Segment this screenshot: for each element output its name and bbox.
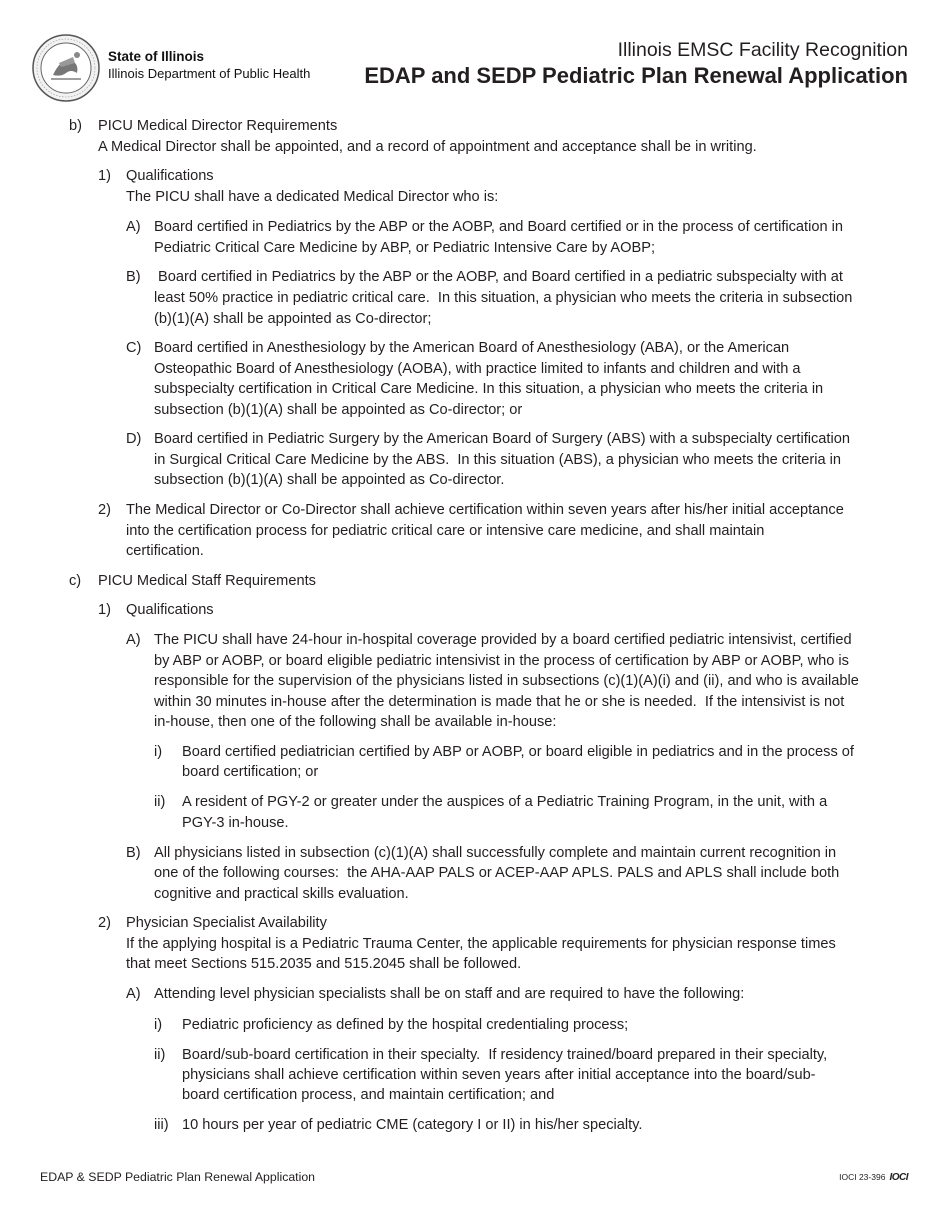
c2Aii-label: ii) [154, 1047, 166, 1063]
c2Aii-line: Board/sub-board certification in their specialty. If residency trained/board prepared in their specialty, [182, 1047, 828, 1063]
title-line-1: Illinois EMSC Facility Recognition [617, 39, 908, 61]
c2-title: Physician Specialist Availability [126, 915, 327, 931]
b1C-line: Board certified in Anesthesiology by the American Board of Anesthesiology (ABA), or the American [154, 340, 790, 356]
c1A-line: in-house, then one of the following shall be available in-house: [154, 714, 557, 730]
b2-line: The Medical Director or Co-Director shall achieve certification within seven years after his/her initial acceptance [126, 502, 844, 518]
c2Aii-line: physicians shall achieve certification within seven years after initial acceptance into the board/sub- [182, 1067, 816, 1083]
b1-label: 1) [98, 168, 111, 184]
c1A-line: within 30 minutes in-house after the determination is made that he or she is needed. If the intensivist is not [154, 694, 845, 710]
b1B-line: Board certified in Pediatrics by the ABP or the AOBP, and Board certified in a pediatric subspecialty with at [158, 269, 843, 285]
b2-line: certification. [126, 543, 204, 559]
b1B-line: least 50% practice in pediatric critical care. In this situation, a physician who meets the criteria in subsection [154, 290, 853, 306]
c1-label: 1) [98, 602, 111, 618]
ioci-logo: IOCI [889, 1172, 908, 1183]
c2-label: 2) [98, 915, 111, 931]
b1A-line: Pediatric Critical Care Medicine by ABP, or Pediatric Intensive Care by AOBP; [154, 240, 656, 256]
c2A-label: A) [126, 986, 141, 1002]
c2Ai-line: Pediatric proficiency as defined by the hospital credentialing process; [182, 1017, 629, 1033]
c2Aiii-line: 10 hours per year of pediatric CME (category I or II) in his/her specialty. [182, 1117, 643, 1133]
b2-label: 2) [98, 502, 111, 518]
agency-block [108, 48, 310, 82]
b1-title: Qualifications [126, 168, 214, 184]
c1A-line: The PICU shall have 24-hour in-hospital coverage provided by a board certified pediatric intensivist, certified [154, 632, 852, 648]
b1A-line: Board certified in Pediatrics by the ABP or the AOBP, and Board certified or in the process of certification in [154, 219, 843, 235]
document-title [364, 38, 908, 90]
form-number: IOCI 23-396 [839, 1172, 886, 1182]
b1C-line: subsection (b)(1)(A) shall be appointed as Co-director; or [154, 402, 523, 418]
b2-line: into the certification process for pediatric critical care or intensive care medicine, and shall maintain [126, 523, 765, 539]
section-c-title: PICU Medical Staff Requirements [98, 573, 316, 589]
b1C-line: Osteopathic Board of Anesthesiology (AOBA), with practice limited to infants and children and with a [154, 361, 801, 377]
c1-title: Qualifications [126, 602, 214, 618]
c1B-label: B) [126, 845, 141, 861]
b1B-line: (b)(1)(A) shall be appointed as Co-director; [154, 311, 432, 327]
page-header [0, 0, 950, 110]
c1B-line: All physicians listed in subsection (c)(1)(A) shall successfully complete and maintain current recognition in [154, 845, 837, 861]
c1A-line: responsible for the supervision of the physicians listed in subsections (c)(1)(A)(i) and (ii), and who is available [154, 673, 859, 689]
agency-department: Illinois Department of Public Health [108, 66, 311, 81]
section-b-intro: A Medical Director shall be appointed, and a record of appointment and acceptance shall be in writing. [98, 139, 757, 155]
c2-line: If the applying hospital is a Pediatric Trauma Center, the applicable requirements for physician response times [126, 936, 836, 952]
c2Ai-label: i) [154, 1017, 163, 1033]
b1D-label: D) [126, 431, 142, 447]
c2Aii-line: board certification process, and maintain certification; and [182, 1087, 555, 1103]
c1Ai-line: Board certified pediatrician certified by ABP or AOBP, or board eligible in pediatrics and in the process of [182, 744, 854, 760]
c1B-line: cognitive and practical skills evaluation. [154, 886, 409, 902]
c1Ai-line: board certification; or [182, 764, 319, 780]
section-b-title: PICU Medical Director Requirements [98, 118, 338, 134]
b1C-line: subspecialty certification in Critical Care Medicine. In this situation, a physician who meets the criteria in [154, 381, 824, 397]
c1B-line: one of the following courses: the AHA-AAP PALS or ACEP-AAP APLS. PALS and APLS shall include both [154, 865, 840, 881]
b1-intro: The PICU shall have a dedicated Medical Director who is: [126, 189, 499, 205]
c2A-line: Attending level physician specialists shall be on staff and are required to have the following: [154, 986, 745, 1002]
b1C-label: C) [126, 340, 142, 356]
b1D-line: subsection (b)(1)(A) shall be appointed as Co-director. [154, 472, 505, 488]
b1D-line: in Surgical Critical Care Medicine by the ABS. In this situation (ABS), a physician who meets the criteria in [154, 452, 842, 468]
c1A-line: by ABP or AOBP, or board eligible pediatric intensivist in the process of certification by ABP or AOBP, who is [154, 653, 849, 669]
section-c-label: c) [69, 573, 82, 589]
agency-state: State of Illinois [108, 49, 205, 64]
b1A-label: A) [126, 219, 141, 235]
section-b-label: b) [69, 118, 82, 134]
b1B-label: B) [126, 269, 141, 285]
c1Aii-label: ii) [154, 794, 166, 810]
c2Aiii-label: iii) [154, 1117, 169, 1133]
c2-line: that meet Sections 515.2035 and 515.2045 shall be followed. [126, 956, 522, 972]
footer-title: EDAP & SEDP Pediatric Plan Renewal Application [40, 1170, 316, 1184]
c1A-label: A) [126, 632, 141, 648]
b1D-line: Board certified in Pediatric Surgery by the American Board of Surgery (ABS) with a subspecialty certification [154, 431, 850, 447]
state-seal-icon [31, 33, 101, 103]
footer-form-number [839, 1172, 908, 1183]
c1Aii-line: PGY-3 in-house. [182, 815, 289, 831]
title-line-2: EDAP and SEDP Pediatric Plan Renewal Application [364, 63, 908, 88]
c1Aii-line: A resident of PGY-2 or greater under the auspices of a Pediatric Training Program, in the unit, with a [182, 794, 828, 810]
c1Ai-label: i) [154, 744, 163, 760]
